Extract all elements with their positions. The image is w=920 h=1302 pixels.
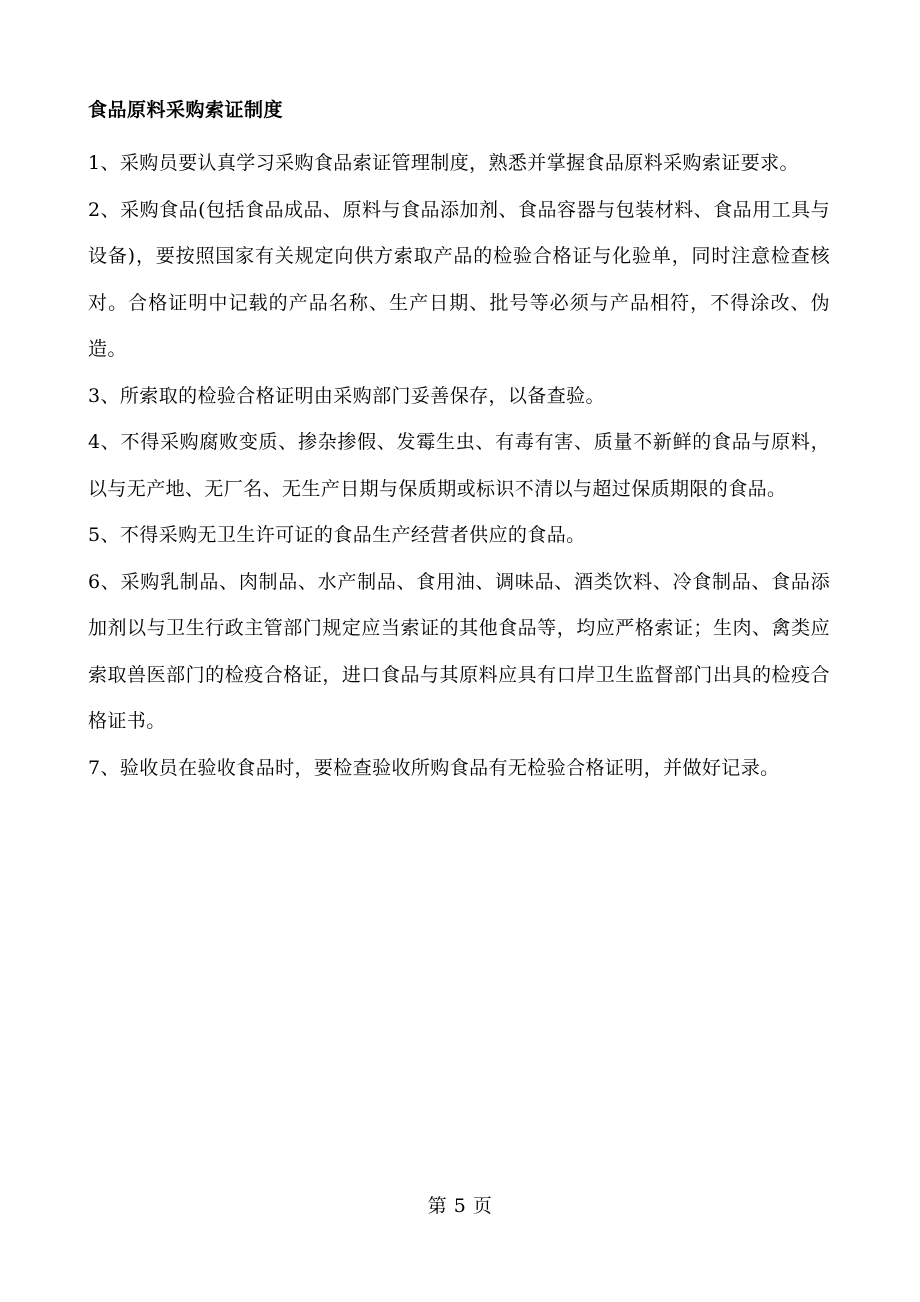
paragraph-5: 5、不得采购无卫生许可证的食品生产经营者供应的食品。 [88, 524, 586, 546]
paragraph-7: 7、验收员在验收食品时，要检查验收所购食品有无检验合格证明，并做好记录。 [88, 756, 780, 779]
paragraph-6: 6、采购乳制品、肉制品、水产制品、食用油、调味品、酒类饮料、冷食制品、食品添加剂以与卫生行政主管部门规定应当索证的其他食品等，均应严格索证；生肉、禽类应索取兽医部门的检疫合格证，进口食品与其原料应具有口岸卫生监督部门出具的检疫合格证书。 [88, 570, 830, 732]
paragraph-3: 3、所索取的检验合格证明由采购部门妥善保存，以备查验。 [88, 384, 605, 407]
paragraph-2: 2、采购食品(包括食品成品、原料与食品添加剂、食品容器与包装材料、食品用工具与设备)，要按照国家有关规定向供方索取产品的检验合格证与化验单，同时注意检查核对。合格证明中记载的产品名称、生产日期、批号等必须与产品相符，不得涂改、伪造。 [88, 198, 830, 360]
document-body [88, 94, 830, 791]
document-title: 食品原料采购索证制度 [88, 99, 284, 121]
paragraph-1: 1、采购员要认真学习采购食品索证管理制度，熟悉并掌握食品原料采购索证要求。 [88, 152, 799, 174]
page-number: 第 5 页 [427, 1195, 493, 1217]
paragraph-4: 4、不得采购腐败变质、掺杂掺假、发霉生虫、有毒有害、质量不新鲜的食品与原料，以与无产地、无厂名、无生产日期与保质期或标识不清以与超过保质期限的食品。 [88, 431, 830, 500]
